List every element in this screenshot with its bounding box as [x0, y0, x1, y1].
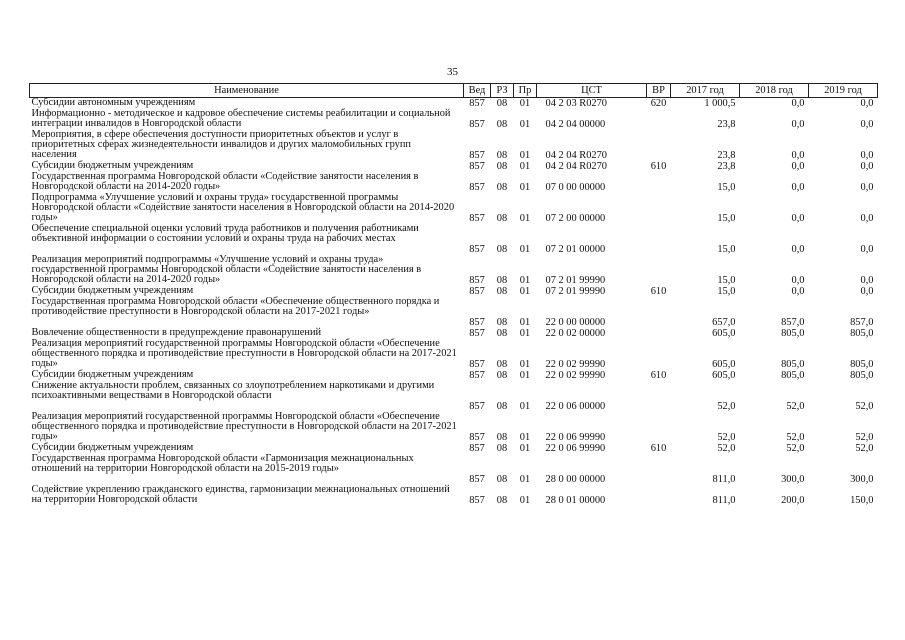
row-cst: 22 0 06 00000 — [545, 401, 606, 412]
row-pr: 01 — [519, 474, 531, 485]
row-cst: 04 2 04 R0270 — [545, 161, 607, 172]
header-name: Наименование — [30, 84, 464, 98]
row-rz: 08 — [496, 275, 508, 286]
page-number: 35 — [447, 66, 458, 78]
row-2018: 52,0 — [786, 401, 805, 412]
row-rz: 08 — [496, 328, 508, 339]
row-pr: 01 — [519, 119, 531, 130]
row-2019: 805,0 — [850, 359, 874, 370]
row-ved: 857 — [469, 286, 485, 297]
row-2017: 605,0 — [712, 328, 736, 339]
row-2017: 15,0 — [717, 244, 736, 255]
row-vr: 610 — [650, 370, 667, 381]
row-2018: 0,0 — [791, 182, 805, 193]
row-2017: 23,8 — [717, 161, 736, 172]
table-row — [30, 412, 878, 443]
row-name: Снижение актуальности проблем, связанных со злоупотреблением наркотиками и другими психоактивными веществами в Новгородской области — [31, 380, 435, 401]
row-name: Реализация мероприятий подпрограммы «Улучшение условий и охраны труда» государственной программы Новгородской области «Содействие занятости населения в Новгородской области на 2014-2020 годы» — [31, 254, 422, 285]
row-cst: 28 0 01 00000 — [545, 495, 606, 506]
row-vr — [647, 412, 671, 443]
row-name: Субсидии автономным учреждениям — [31, 97, 196, 108]
table-row — [30, 109, 878, 130]
row-2017: 605,0 — [712, 370, 736, 381]
row-2017: 15,0 — [717, 213, 736, 224]
row-rz: 08 — [496, 401, 508, 412]
row-2018: 0,0 — [791, 275, 805, 286]
row-2018: 805,0 — [781, 370, 805, 381]
row-name: Мероприятия, в сфере обеспечения доступности приоритетных объектов и услуг в приоритетных сферах жизнедеятельности инвалидов и других маломобильных групп населения — [31, 129, 411, 160]
row-name: Государственная программа Новгородской области «Обеспечение общественного порядка и противодействие преступности в Новгородской области на 2017-2021 годы» — [31, 296, 440, 317]
row-2018: 0,0 — [791, 244, 805, 255]
row-cst: 04 2 04 R0270 — [545, 150, 607, 161]
row-name: Реализация мероприятий государственной программы Новгородской области «Обеспечение общественного порядка и противодействие преступности в Новгородской области на 2017-2021 годы» — [31, 338, 457, 369]
row-cst: 22 0 06 99990 — [545, 443, 606, 454]
row-pr: 01 — [519, 244, 531, 255]
row-2017: 15,0 — [717, 275, 736, 286]
row-vr: 610 — [650, 161, 667, 172]
row-2017: 15,0 — [717, 286, 736, 297]
header-2018: 2018 год — [740, 84, 809, 98]
table-row — [30, 193, 878, 224]
row-2017: 605,0 — [712, 359, 736, 370]
row-2019: 0,0 — [860, 98, 874, 109]
row-pr: 01 — [519, 98, 531, 109]
row-ved: 857 — [469, 443, 485, 454]
row-2019: 0,0 — [860, 286, 874, 297]
row-2018: 0,0 — [791, 213, 805, 224]
row-ved: 857 — [469, 474, 485, 485]
row-2018: 52,0 — [786, 432, 805, 443]
header-pr: Пр — [514, 84, 537, 98]
row-pr: 01 — [519, 182, 531, 193]
row-2018: 0,0 — [791, 161, 805, 172]
row-pr: 01 — [519, 328, 531, 339]
row-2017: 52,0 — [717, 432, 736, 443]
header-rz: РЗ — [491, 84, 514, 98]
row-ved: 857 — [469, 432, 485, 443]
row-2018: 805,0 — [781, 328, 805, 339]
row-vr: 610 — [650, 286, 667, 297]
row-2018: 0,0 — [791, 98, 805, 109]
row-2018: 200,0 — [781, 495, 805, 506]
row-2018: 0,0 — [791, 286, 805, 297]
row-2019: 52,0 — [855, 401, 874, 412]
row-cst: 22 0 06 99990 — [545, 432, 606, 443]
row-rz: 08 — [496, 443, 508, 454]
row-ved: 857 — [469, 370, 485, 381]
row-cst: 22 0 00 00000 — [545, 317, 606, 328]
row-ved: 857 — [469, 328, 485, 339]
row-rz: 08 — [496, 119, 508, 130]
row-2019: 0,0 — [860, 182, 874, 193]
row-vr — [647, 454, 671, 485]
header-cst: ЦСТ — [537, 84, 647, 98]
row-rz: 08 — [496, 432, 508, 443]
row-2018: 0,0 — [791, 150, 805, 161]
row-pr: 01 — [519, 161, 531, 172]
row-pr: 01 — [519, 443, 531, 454]
row-name: Вовлечение общественности в предупреждение правонарушений — [31, 327, 322, 338]
row-name: Государственная программа Новгородской области «Гармонизация межнациональных отношений на территории Новгородской области на 2015-2019 годы» — [31, 453, 414, 474]
row-2019: 857,0 — [850, 317, 874, 328]
row-vr — [647, 339, 671, 370]
row-rz: 08 — [496, 495, 508, 506]
row-2017: 811,0 — [712, 474, 736, 485]
row-cst: 07 0 00 00000 — [545, 182, 606, 193]
row-2019: 0,0 — [860, 161, 874, 172]
row-ved: 857 — [469, 182, 485, 193]
row-2017: 1 000,5 — [704, 98, 736, 109]
row-vr — [647, 172, 671, 193]
row-pr: 01 — [519, 275, 531, 286]
header-2019: 2019 год — [809, 84, 878, 98]
row-2018: 52,0 — [786, 443, 805, 454]
row-2019: 52,0 — [855, 432, 874, 443]
row-name: Государственная программа Новгородской области «Содействие занятости населения в Новгородской области на 2014-2020 годы» — [31, 171, 419, 192]
row-rz: 08 — [496, 474, 508, 485]
row-ved: 857 — [469, 495, 485, 506]
row-cst: 28 0 00 00000 — [545, 474, 606, 485]
row-cst: 22 0 02 99990 — [545, 359, 606, 370]
table-header-row — [30, 84, 878, 98]
row-2019: 52,0 — [855, 443, 874, 454]
row-vr — [647, 328, 671, 339]
row-name: Субсидии бюджетным учреждениям — [31, 442, 194, 453]
row-rz: 08 — [496, 161, 508, 172]
row-vr — [647, 485, 671, 506]
row-vr: 610 — [650, 443, 667, 454]
row-cst: 04 2 04 00000 — [545, 119, 606, 130]
row-2019: 805,0 — [850, 328, 874, 339]
row-cst: 07 2 01 99990 — [545, 286, 606, 297]
row-pr: 01 — [519, 359, 531, 370]
row-pr: 01 — [519, 401, 531, 412]
row-rz: 08 — [496, 244, 508, 255]
row-rz: 08 — [496, 182, 508, 193]
row-cst: 22 0 02 00000 — [545, 328, 606, 339]
header-vr: ВР — [647, 84, 671, 98]
row-2018: 805,0 — [781, 359, 805, 370]
table-body — [30, 98, 878, 507]
row-2018: 0,0 — [791, 119, 805, 130]
row-cst: 07 2 01 00000 — [545, 244, 606, 255]
row-ved: 857 — [469, 401, 485, 412]
row-ved: 857 — [469, 161, 485, 172]
row-cst: 22 0 02 99990 — [545, 370, 606, 381]
row-2018: 300,0 — [781, 474, 805, 485]
row-rz: 08 — [496, 317, 508, 328]
row-pr: 01 — [519, 495, 531, 506]
row-2019: 150,0 — [850, 495, 874, 506]
row-2018: 857,0 — [781, 317, 805, 328]
row-2017: 52,0 — [717, 401, 736, 412]
row-2017: 23,8 — [717, 150, 736, 161]
row-2017: 657,0 — [712, 317, 736, 328]
row-rz: 08 — [496, 359, 508, 370]
row-2017: 52,0 — [717, 443, 736, 454]
header-ved: Вед — [464, 84, 491, 98]
row-vr — [647, 109, 671, 130]
row-2019: 300,0 — [850, 474, 874, 485]
row-pr: 01 — [519, 317, 531, 328]
row-2019: 0,0 — [860, 213, 874, 224]
table-row — [30, 224, 878, 255]
row-2019: 0,0 — [860, 119, 874, 130]
row-2019: 0,0 — [860, 244, 874, 255]
row-2019: 805,0 — [850, 370, 874, 381]
row-ved: 857 — [469, 275, 485, 286]
row-name: Информационно - методическое и кадровое обеспечение системы реабилитации и социальной интеграции инвалидов в Новгородской области — [31, 108, 451, 129]
row-rz: 08 — [496, 150, 508, 161]
row-vr — [647, 224, 671, 255]
row-cst: 07 2 00 00000 — [545, 213, 606, 224]
row-name: Обеспечение специальной оценки условий труда работников и получения работниками объективной информации о состоянии условий и охраны труда на рабочих местах — [31, 223, 419, 244]
row-ved: 857 — [469, 359, 485, 370]
row-name: Содействие укреплению гражданского единства, гармонизации межнациональных отношений на территории Новгородской области — [31, 484, 450, 505]
row-vr — [647, 297, 671, 328]
row-rz: 08 — [496, 98, 508, 109]
row-ved: 857 — [469, 317, 485, 328]
row-rz: 08 — [496, 286, 508, 297]
row-cst: 04 2 03 R0270 — [545, 98, 607, 109]
table-row — [30, 454, 878, 485]
row-pr: 01 — [519, 286, 531, 297]
row-2019: 0,0 — [860, 275, 874, 286]
row-vr — [647, 130, 671, 161]
header-2017: 2017 год — [671, 84, 740, 98]
row-vr — [647, 255, 671, 286]
row-2017: 811,0 — [712, 495, 736, 506]
row-pr: 01 — [519, 432, 531, 443]
row-2019: 0,0 — [860, 150, 874, 161]
row-vr: 620 — [650, 98, 667, 109]
row-rz: 08 — [496, 370, 508, 381]
row-ved: 857 — [469, 119, 485, 130]
row-vr — [647, 381, 671, 412]
table-row — [30, 485, 878, 506]
table-row — [30, 255, 878, 286]
row-ved: 857 — [469, 213, 485, 224]
row-name: Субсидии бюджетным учреждениям — [31, 285, 194, 296]
table-row — [30, 381, 878, 412]
budget-table — [29, 83, 878, 506]
table-row — [30, 297, 878, 328]
row-name: Подпрограмма «Улучшение условий и охраны труда» государственной программы Новгородской области «Содействие занятости населения в Новгородской области на 2014-2020 годы» — [31, 192, 455, 223]
table-row — [30, 339, 878, 370]
row-pr: 01 — [519, 370, 531, 381]
row-pr: 01 — [519, 150, 531, 161]
row-2017: 23,8 — [717, 119, 736, 130]
row-cst: 07 2 01 99990 — [545, 275, 606, 286]
row-pr: 01 — [519, 213, 531, 224]
table-row — [30, 130, 878, 161]
row-ved: 857 — [469, 244, 485, 255]
row-name: Реализация мероприятий государственной программы Новгородской области «Обеспечение общественного порядка и противодействие преступности в Новгородской области на 2017-2021 годы» — [31, 411, 457, 442]
row-ved: 857 — [469, 98, 485, 109]
table-row — [30, 172, 878, 193]
row-vr — [647, 193, 671, 224]
row-rz: 08 — [496, 213, 508, 224]
row-ved: 857 — [469, 150, 485, 161]
row-2017: 15,0 — [717, 182, 736, 193]
row-name: Субсидии бюджетным учреждениям — [31, 369, 194, 380]
row-name: Субсидии бюджетным учреждениям — [31, 160, 194, 171]
